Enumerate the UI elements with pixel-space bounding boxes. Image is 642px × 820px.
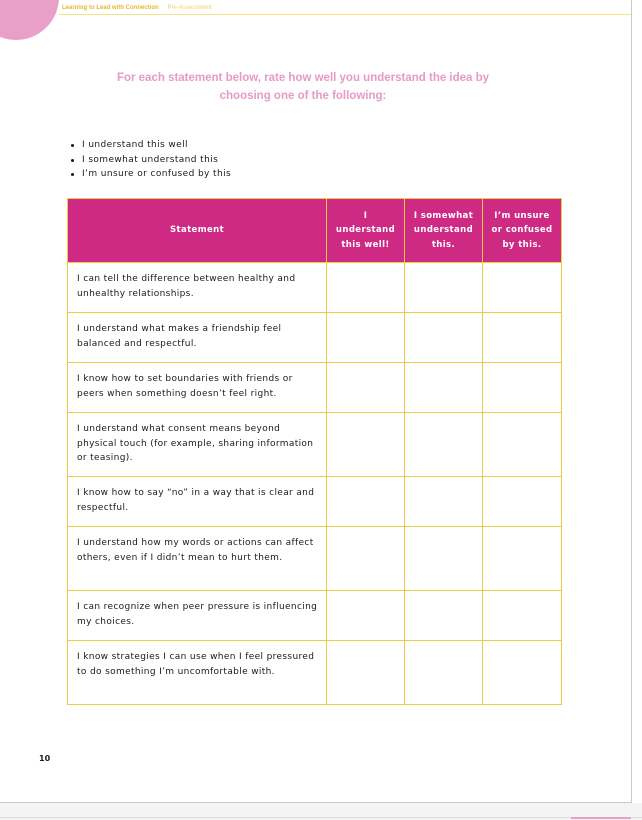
column-header-understand: I understand this well! <box>327 199 405 263</box>
column-header-statement: Statement <box>68 199 327 263</box>
rating-cell-unsure[interactable] <box>483 313 562 363</box>
table-row <box>68 413 562 477</box>
bullet-icon <box>71 144 74 147</box>
rating-cell-somewhat[interactable] <box>405 527 483 591</box>
rating-cell-somewhat[interactable] <box>405 641 483 705</box>
rating-cell-unsure[interactable] <box>483 263 562 313</box>
table-row <box>68 527 562 591</box>
column-header-unsure: I’m unsure or confused by this. <box>483 199 562 263</box>
rating-cell-unsure[interactable] <box>483 477 562 527</box>
decorative-circle <box>0 0 59 40</box>
running-header <box>62 4 212 12</box>
rating-cell-understand[interactable] <box>327 313 405 363</box>
table-header-row <box>68 199 562 263</box>
bullet-icon <box>71 173 74 176</box>
rating-cell-unsure[interactable] <box>483 591 562 641</box>
list-item <box>70 138 231 153</box>
option-label: I’m unsure or confused by this <box>82 169 232 179</box>
rating-cell-unsure[interactable] <box>483 527 562 591</box>
next-page-edge <box>0 817 642 818</box>
list-item <box>70 153 231 168</box>
rating-cell-somewhat[interactable] <box>405 591 483 641</box>
rating-cell-somewhat[interactable] <box>405 413 483 477</box>
statement-cell: I know strategies I can use when I feel pressured to do something I’m uncomfortable with. <box>68 641 327 705</box>
instruction-line-1: For each statement below, rate how well you understand the idea by <box>116 72 490 84</box>
table-row <box>68 263 562 313</box>
rating-cell-understand[interactable] <box>327 527 405 591</box>
option-label: I understand this well <box>82 140 188 150</box>
next-page-accent <box>571 817 631 819</box>
statement-cell: I know how to say “no” in a way that is clear and respectful. <box>68 477 327 527</box>
table-row <box>68 641 562 705</box>
rating-cell-understand[interactable] <box>327 263 405 313</box>
rating-cell-somewhat[interactable] <box>405 477 483 527</box>
bullet-icon <box>71 159 74 162</box>
rating-cell-unsure[interactable] <box>483 363 562 413</box>
rating-cell-unsure[interactable] <box>483 413 562 477</box>
page-edge <box>631 0 632 803</box>
section-title: Pre-Assessment <box>167 5 212 11</box>
header-rule <box>59 14 631 15</box>
rating-cell-understand[interactable] <box>327 363 405 413</box>
series-title: Learning to Lead with Connection <box>62 5 159 11</box>
statement-cell: I can tell the difference between healthy and unhealthy relationships. <box>68 263 327 313</box>
rating-cell-understand[interactable] <box>327 641 405 705</box>
rating-cell-somewhat[interactable] <box>405 363 483 413</box>
page-number: 10 <box>39 754 51 763</box>
instruction-line-2: choosing one of the following: <box>219 90 387 102</box>
table-row <box>68 591 562 641</box>
list-item <box>70 167 231 182</box>
rating-cell-somewhat[interactable] <box>405 313 483 363</box>
statement-cell: I can recognize when peer pressure is influencing my choices. <box>68 591 327 641</box>
self-rating-table <box>67 198 562 705</box>
rating-cell-unsure[interactable] <box>483 641 562 705</box>
option-label: I somewhat understand this <box>82 154 219 165</box>
statement-cell: I understand what consent means beyond physical touch (for example, sharing information or teasing). <box>68 413 327 477</box>
rating-options-list <box>70 138 231 182</box>
rating-cell-understand[interactable] <box>327 477 405 527</box>
column-header-somewhat: I somewhat understand this. <box>405 199 483 263</box>
rating-cell-somewhat[interactable] <box>405 263 483 313</box>
rating-cell-understand[interactable] <box>327 591 405 641</box>
statement-cell: I understand what makes a friendship feel balanced and respectful. <box>68 313 327 363</box>
instruction-text <box>110 69 496 105</box>
table-row <box>68 363 562 413</box>
statement-cell: I know how to set boundaries with friends or peers when something doesn’t feel right. <box>68 363 327 413</box>
table-row <box>68 477 562 527</box>
table-row <box>68 313 562 363</box>
rating-cell-understand[interactable] <box>327 413 405 477</box>
statement-cell: I understand how my words or actions can affect others, even if I didn’t mean to hurt them. <box>68 527 327 591</box>
